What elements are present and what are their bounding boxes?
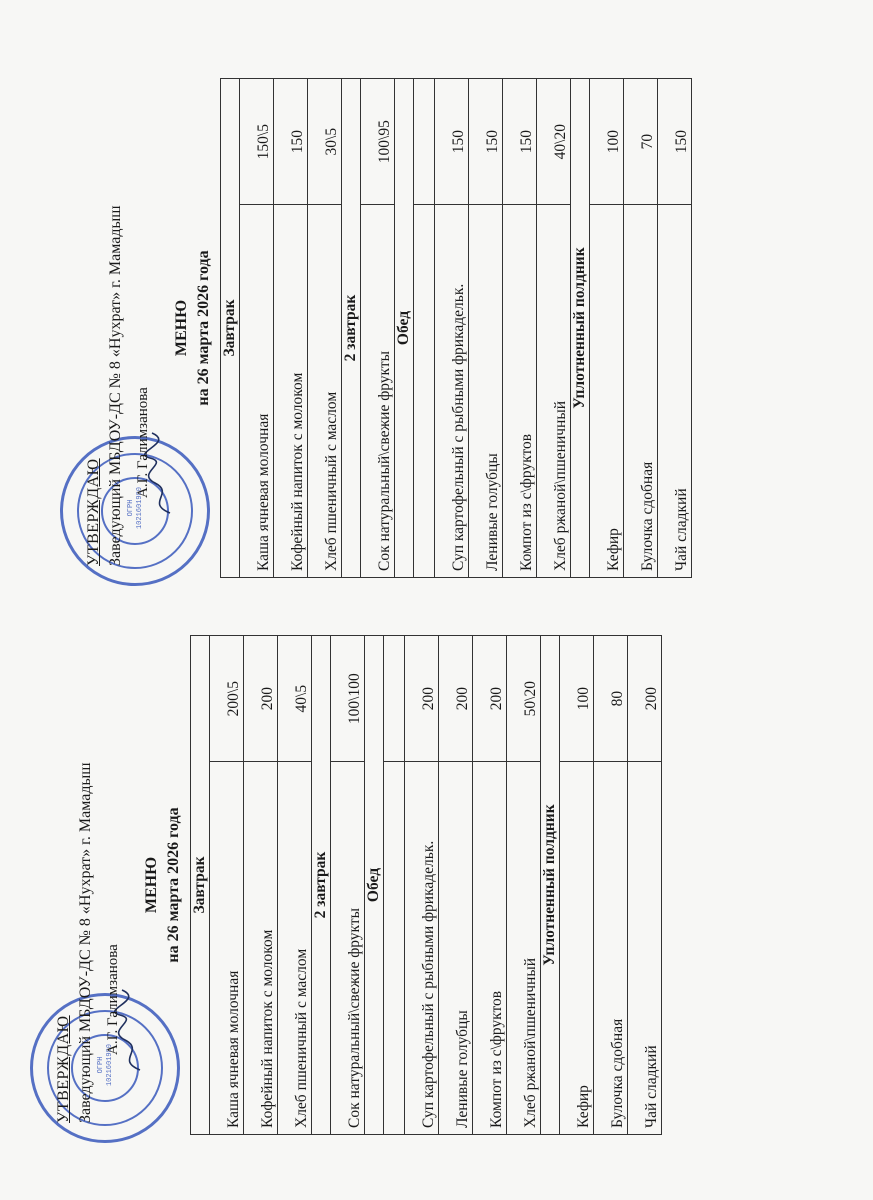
dish-name: Компот из с\фруктов (503, 205, 537, 578)
dish-name: Суп картофельный с рыбными фрикадельк. (405, 762, 439, 1135)
dish-qty: 150 (658, 79, 692, 205)
menu-table (190, 635, 662, 1135)
dish-qty: 150\5 (240, 79, 274, 205)
menu-date: на 26 марта 2026 года (165, 807, 182, 963)
dish-name: Булочка сдобная (594, 762, 628, 1135)
table-row (278, 636, 312, 1135)
approve-head: Заведующий МБДОУ-ДС № 8 «Нухрат» г. Мамадыш (107, 205, 124, 566)
official-seal-icon: ОГРН 1021601980 (30, 993, 180, 1143)
section-heading: Обед (395, 79, 414, 578)
table-row (507, 636, 541, 1135)
approve-title: УТВЕРЖДАЮ (85, 458, 102, 566)
section-heading: Уплотненный полдник (571, 79, 590, 578)
table-row (240, 79, 274, 578)
table-row (210, 636, 244, 1135)
dish-name: Хлеб ржаной\пшеничный (507, 762, 541, 1135)
dish-qty: 200 (244, 636, 278, 762)
section-heading: 2 завтрак (312, 636, 331, 1135)
blank-row (384, 636, 405, 1135)
dish-qty: 40\20 (537, 79, 571, 205)
table-row (308, 79, 342, 578)
dish-qty: 100\95 (361, 79, 395, 205)
approve-name: А.Г. Галимзанова (135, 387, 151, 498)
table-row (405, 636, 439, 1135)
menu-date: на 26 марта 2026 года (195, 250, 212, 406)
dish-name: Чай сладкий (658, 205, 692, 578)
dish-name: Суп картофельный с рыбными фрикадельк. (435, 205, 469, 578)
dish-qty: 200 (473, 636, 507, 762)
approve-title: УТВЕРЖДАЮ (55, 1015, 72, 1123)
table-row (624, 79, 658, 578)
table-row (435, 79, 469, 578)
section-heading: Завтрак (191, 636, 210, 1135)
menu-sheet-2 (85, 78, 690, 578)
blank-row (414, 79, 435, 578)
dish-name: Хлеб ржаной\пшеничный (537, 205, 571, 578)
approve-name: А.Г. Галимзанова (105, 944, 121, 1055)
dish-name: Ленивые голубцы (469, 205, 503, 578)
dish-name: Кефир (590, 205, 624, 578)
dish-name: Ленивые голубцы (439, 762, 473, 1135)
table-row (331, 636, 365, 1135)
dish-name: Чай сладкий (628, 762, 662, 1135)
menu-sheet-1 (55, 635, 660, 1135)
table-row (439, 636, 473, 1135)
dish-qty: 200\5 (210, 636, 244, 762)
dish-name: Кофейный напиток с молоком (274, 205, 308, 578)
approve-head: Заведующий МБДОУ-ДС № 8 «Нухрат» г. Мамадыш (77, 762, 94, 1123)
dish-name: Кофейный напиток с молоком (244, 762, 278, 1135)
dish-name: Компот из с\фруктов (473, 762, 507, 1135)
section-heading: Обед (365, 636, 384, 1135)
table-row (473, 636, 507, 1135)
dish-qty: 40\5 (278, 636, 312, 762)
dish-qty: 200 (439, 636, 473, 762)
table-row (594, 636, 628, 1135)
dish-qty: 150 (503, 79, 537, 205)
dish-qty: 150 (274, 79, 308, 205)
table-row (560, 636, 594, 1135)
dish-qty: 200 (405, 636, 439, 762)
dish-qty: 80 (594, 636, 628, 762)
table-row (503, 79, 537, 578)
table-row (469, 79, 503, 578)
dish-name: Сок натуральный\свежие фрукты (361, 205, 395, 578)
dish-name: Кефир (560, 762, 594, 1135)
dish-name: Каша ячневая молочная (210, 762, 244, 1135)
dish-qty: 100\100 (331, 636, 365, 762)
table-row (628, 636, 662, 1135)
dish-name: Хлеб пшеничный с маслом (278, 762, 312, 1135)
table-row (658, 79, 692, 578)
menu-title: МЕНЮ (173, 299, 190, 357)
dish-qty: 200 (628, 636, 662, 762)
table-row (274, 79, 308, 578)
dish-qty: 100 (560, 636, 594, 762)
dish-qty: 150 (435, 79, 469, 205)
dish-qty: 50\20 (507, 636, 541, 762)
dish-qty: 70 (624, 79, 658, 205)
dish-qty: 100 (590, 79, 624, 205)
dish-qty: 30\5 (308, 79, 342, 205)
section-heading: Завтрак (221, 79, 240, 578)
dish-qty: 150 (469, 79, 503, 205)
menu-title: МЕНЮ (143, 856, 160, 914)
dish-name: Сок натуральный\свежие фрукты (331, 762, 365, 1135)
table-row (590, 79, 624, 578)
table-row (244, 636, 278, 1135)
table-row (537, 79, 571, 578)
table-row (361, 79, 395, 578)
dish-name: Каша ячневая молочная (240, 205, 274, 578)
menu-table (220, 78, 692, 578)
official-seal-icon: ОГРН 1021601980 (60, 436, 210, 586)
section-heading: Уплотненный полдник (541, 636, 560, 1135)
section-heading: 2 завтрак (342, 79, 361, 578)
dish-name: Хлеб пшеничный с маслом (308, 205, 342, 578)
dish-name: Булочка сдобная (624, 205, 658, 578)
